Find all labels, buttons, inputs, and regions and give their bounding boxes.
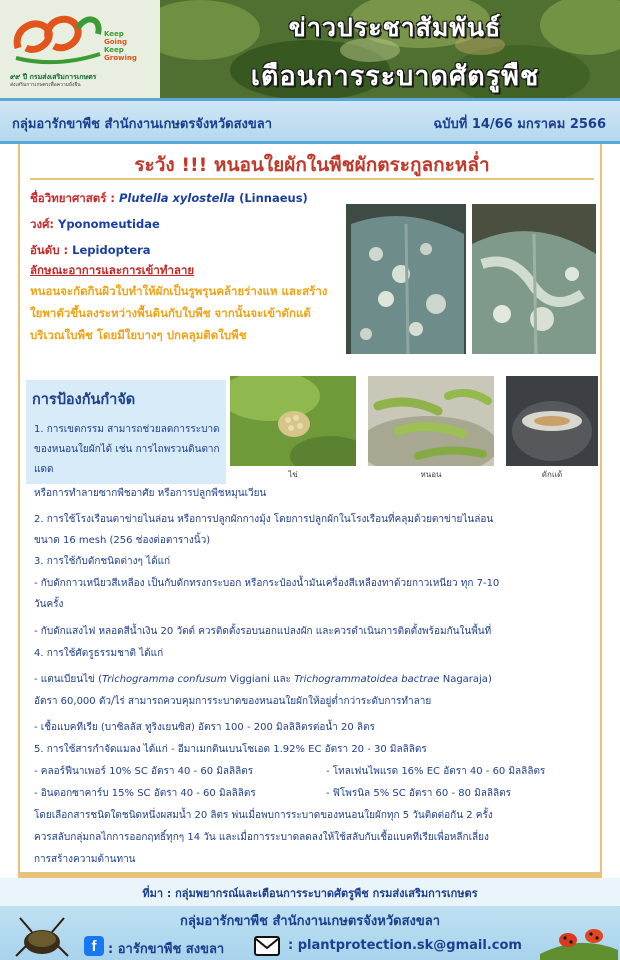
larva-caption: หนอน [420,470,442,479]
source-line: ที่มา : กลุ่มพยากรณ์และเตือนการระบาดศัตรูพืช กรมส่งเสริมการเกษตร [0,878,620,906]
organization-bar [0,98,620,144]
parasitoid-species-2: Trichogrammatoidea bactrae [294,674,440,685]
pupa-photo [506,376,598,466]
banner-title-line2: เตือนการระบาดศัตรูพืช [250,61,540,92]
prevention-item-6b: ควรสลับกลุ่มกลไกการออกฤทธิ์ทุกๆ 14 วัน และเมื่อการระบาดลดลงให้ใช้สลับกับเชื้อแบคทีเรียเพื่อหลีกเลี่ยง [34,832,489,843]
headline-divider [30,178,594,180]
prevention-item-4: 4. การใช้ศัตรูธรรมชาติ ได้แก่ [34,648,164,659]
family-row [30,216,160,234]
prevention-item-6c: การสร้างความต้านทาน [34,854,136,865]
pupa-caption: ดักแด้ [541,470,563,479]
prevention-item-6a: โดยเลือกสารชนิดใดชนิดหนึ่งผสมน้ำ 20 ลิตร พ่นเมื่อพบการระบาดของหนอนใยผักทุก 5 วันติดต่อกัน 2 ครั้ง [34,810,493,821]
prevention-item-5: 5. การใช้สารกำจัดแมลง ได้แก่ - อีมาเมกตินเบนโซเอต 1.92% EC อัตรา 20 - 30 มิลลิลิตร [34,744,427,755]
damaged-leaf-photo-1 [346,204,466,354]
prevention-item-3a-line2: วันครั้ง [34,599,64,610]
parasitoid-suffix: Nagaraja) [439,674,492,685]
symptom-text: หนอนจะกัดกินผิวใบทำให้ผักเป็นรูพรุนคล้ายร่างแห และสร้างใยพาตัวขึ้นลงระหว่างพื้นดินกับใบพืช จากนั้นจะเข้าดักแด้บริเวณใบพืช โดยมีใยบางๆ ปกคลุมติดใบพืช [30,284,328,342]
issue-number: ฉบับที่ 14/66 มกราคม 2566 [433,117,606,132]
facebook-page-link[interactable]: : อารักขาพืช สงขลา [108,942,225,957]
scientific-author: (Linnaeus) [239,191,308,205]
email-icon [254,936,280,956]
egg-caption: ไข่ [288,470,298,479]
ladybug-icon [540,914,618,960]
order-row [30,242,151,260]
prevention-item-4c: - เชื้อแบคทีเรีย (บาซิลลัส ทูริงเยนซิส) อัตรา 100 - 200 มิลลิลิตรต่อน้ำ 20 ลิตร [34,722,375,733]
order-value: Lepidoptera [72,243,151,257]
beetle-icon [12,912,72,960]
parasitoid-species-1: Trichogramma confusum [101,674,227,685]
scientific-name-label: ชื่อวิทยาศาสตร์ : [30,191,115,205]
prevention-item-1-cont: หรือการทำลายซากพืชอาศัย หรือการปลูกพืชหมุนเวียน [34,488,267,499]
insecticide-right-1: - โทลเฟนไพแรด 16% EC อัตรา 40 - 60 มิลลิลิตร [326,766,546,777]
order-label: อันดับ : [30,243,69,257]
article-content [18,144,602,872]
department-logo [8,8,158,90]
prevention-item-1: 1. การเขตกรรม สามารถช่วยลดการระบาดของหนอนใยผักได้ เช่น การไถพรวนดินตากแดด [34,424,220,475]
prevention-item-2b: ขนาด 16 mesh (256 ช่องต่อตารางนิ้ว) [34,535,211,546]
parasitoid-middle: Viggiani และ [226,674,295,685]
family-value: Yponomeutidae [58,217,160,231]
footer [0,906,620,960]
email-link[interactable]: : plantprotection.sk@gmail.com [288,938,522,953]
prevention-title: การป้องกันกำจัด [32,392,136,408]
larva-photo [368,376,494,466]
organization-name: กลุ่มอารักขาพืช สำนักงานเกษตรจังหวัดสงขลา [12,117,273,132]
footer-organization: กลุ่มอารักขาพืช สำนักงานเกษตรจังหวัดสงขลา [179,914,441,929]
prevention-item-4b: อัตรา 60,000 ตัว/ไร่ สามารถควบคุมการระบาดของหนอนใยผักให้อยู่ต่ำกว่าระดับการทำลาย [34,696,432,707]
logo-subcaption: ส่งเสริมการเกษตรเพื่อความยั่งยืน [10,82,81,88]
prevention-item-3b: - กับดักแสงไฟ หลอดสีน้ำเงิน 20 วัตต์ ควรติดตั้งรอบนอกแปลงผัก และควรดำเนินการติดตั้งพร้อมกันในพื้นที่ [34,626,492,637]
insecticide-left-1: - คลอร์ฟีนาเพอร์ 10% SC อัตรา 40 - 60 มิลลิลิตร [34,766,254,777]
prevention-item-3a-line1: - กับดักกาวเหนียวสีเหลือง เป็นกับดักทรงกระบอก หรือกระป๋องน้ำมันเครื่องสีเหลืองทาด้วยกาวเหนียว ทุก 7-10 [34,578,500,589]
parasitoid-prefix: - แตนเบียนไข่ ( [34,674,102,685]
logo-caption: ๙๙ ปี กรมส่งเสริมการเกษตร [10,73,97,81]
article-headline: ระวัง !!! หนอนใยผักในพืชผักตระกูลกะหล่ำ [134,154,490,176]
header-banner [0,0,620,98]
prevention-item-3: 3. การใช้กับดักชนิดต่างๆ ได้แก่ [34,556,171,567]
damaged-leaf-photo-2 [472,204,596,354]
banner-title-line1: ข่าวประชาสัมพันธ์ [288,13,502,42]
logo-99-emblem [8,8,104,70]
prevention-item-2a: 2. การใช้โรงเรือนตาข่ายไนล่อน หรือการปลูกผักกางมุ้ง โดยการปลูกผักในโรงเรือนที่คลุมด้วยตาข่ายไนล่อน [34,514,494,525]
facebook-icon: f [84,936,104,956]
symptom-heading: ลักษณะอาการและการเข้าทำลาย [30,263,195,277]
prevention-item-4a [34,672,492,687]
logo-keep-going-text: Keep Going Keep Growing [104,30,137,62]
scientific-name: Plutella xylostella [119,191,236,205]
scientific-name-row [30,190,308,208]
egg-photo [230,376,356,466]
family-label: วงศ์: [30,217,54,231]
insecticide-left-2: - อินดอกซาคาร์บ 15% SC อัตรา 40 - 60 มิลลิลิตร [34,788,256,799]
insecticide-right-2: - ฟิโพรนิล 5% SC อัตรา 60 - 80 มิลลิลิตร [326,788,511,799]
